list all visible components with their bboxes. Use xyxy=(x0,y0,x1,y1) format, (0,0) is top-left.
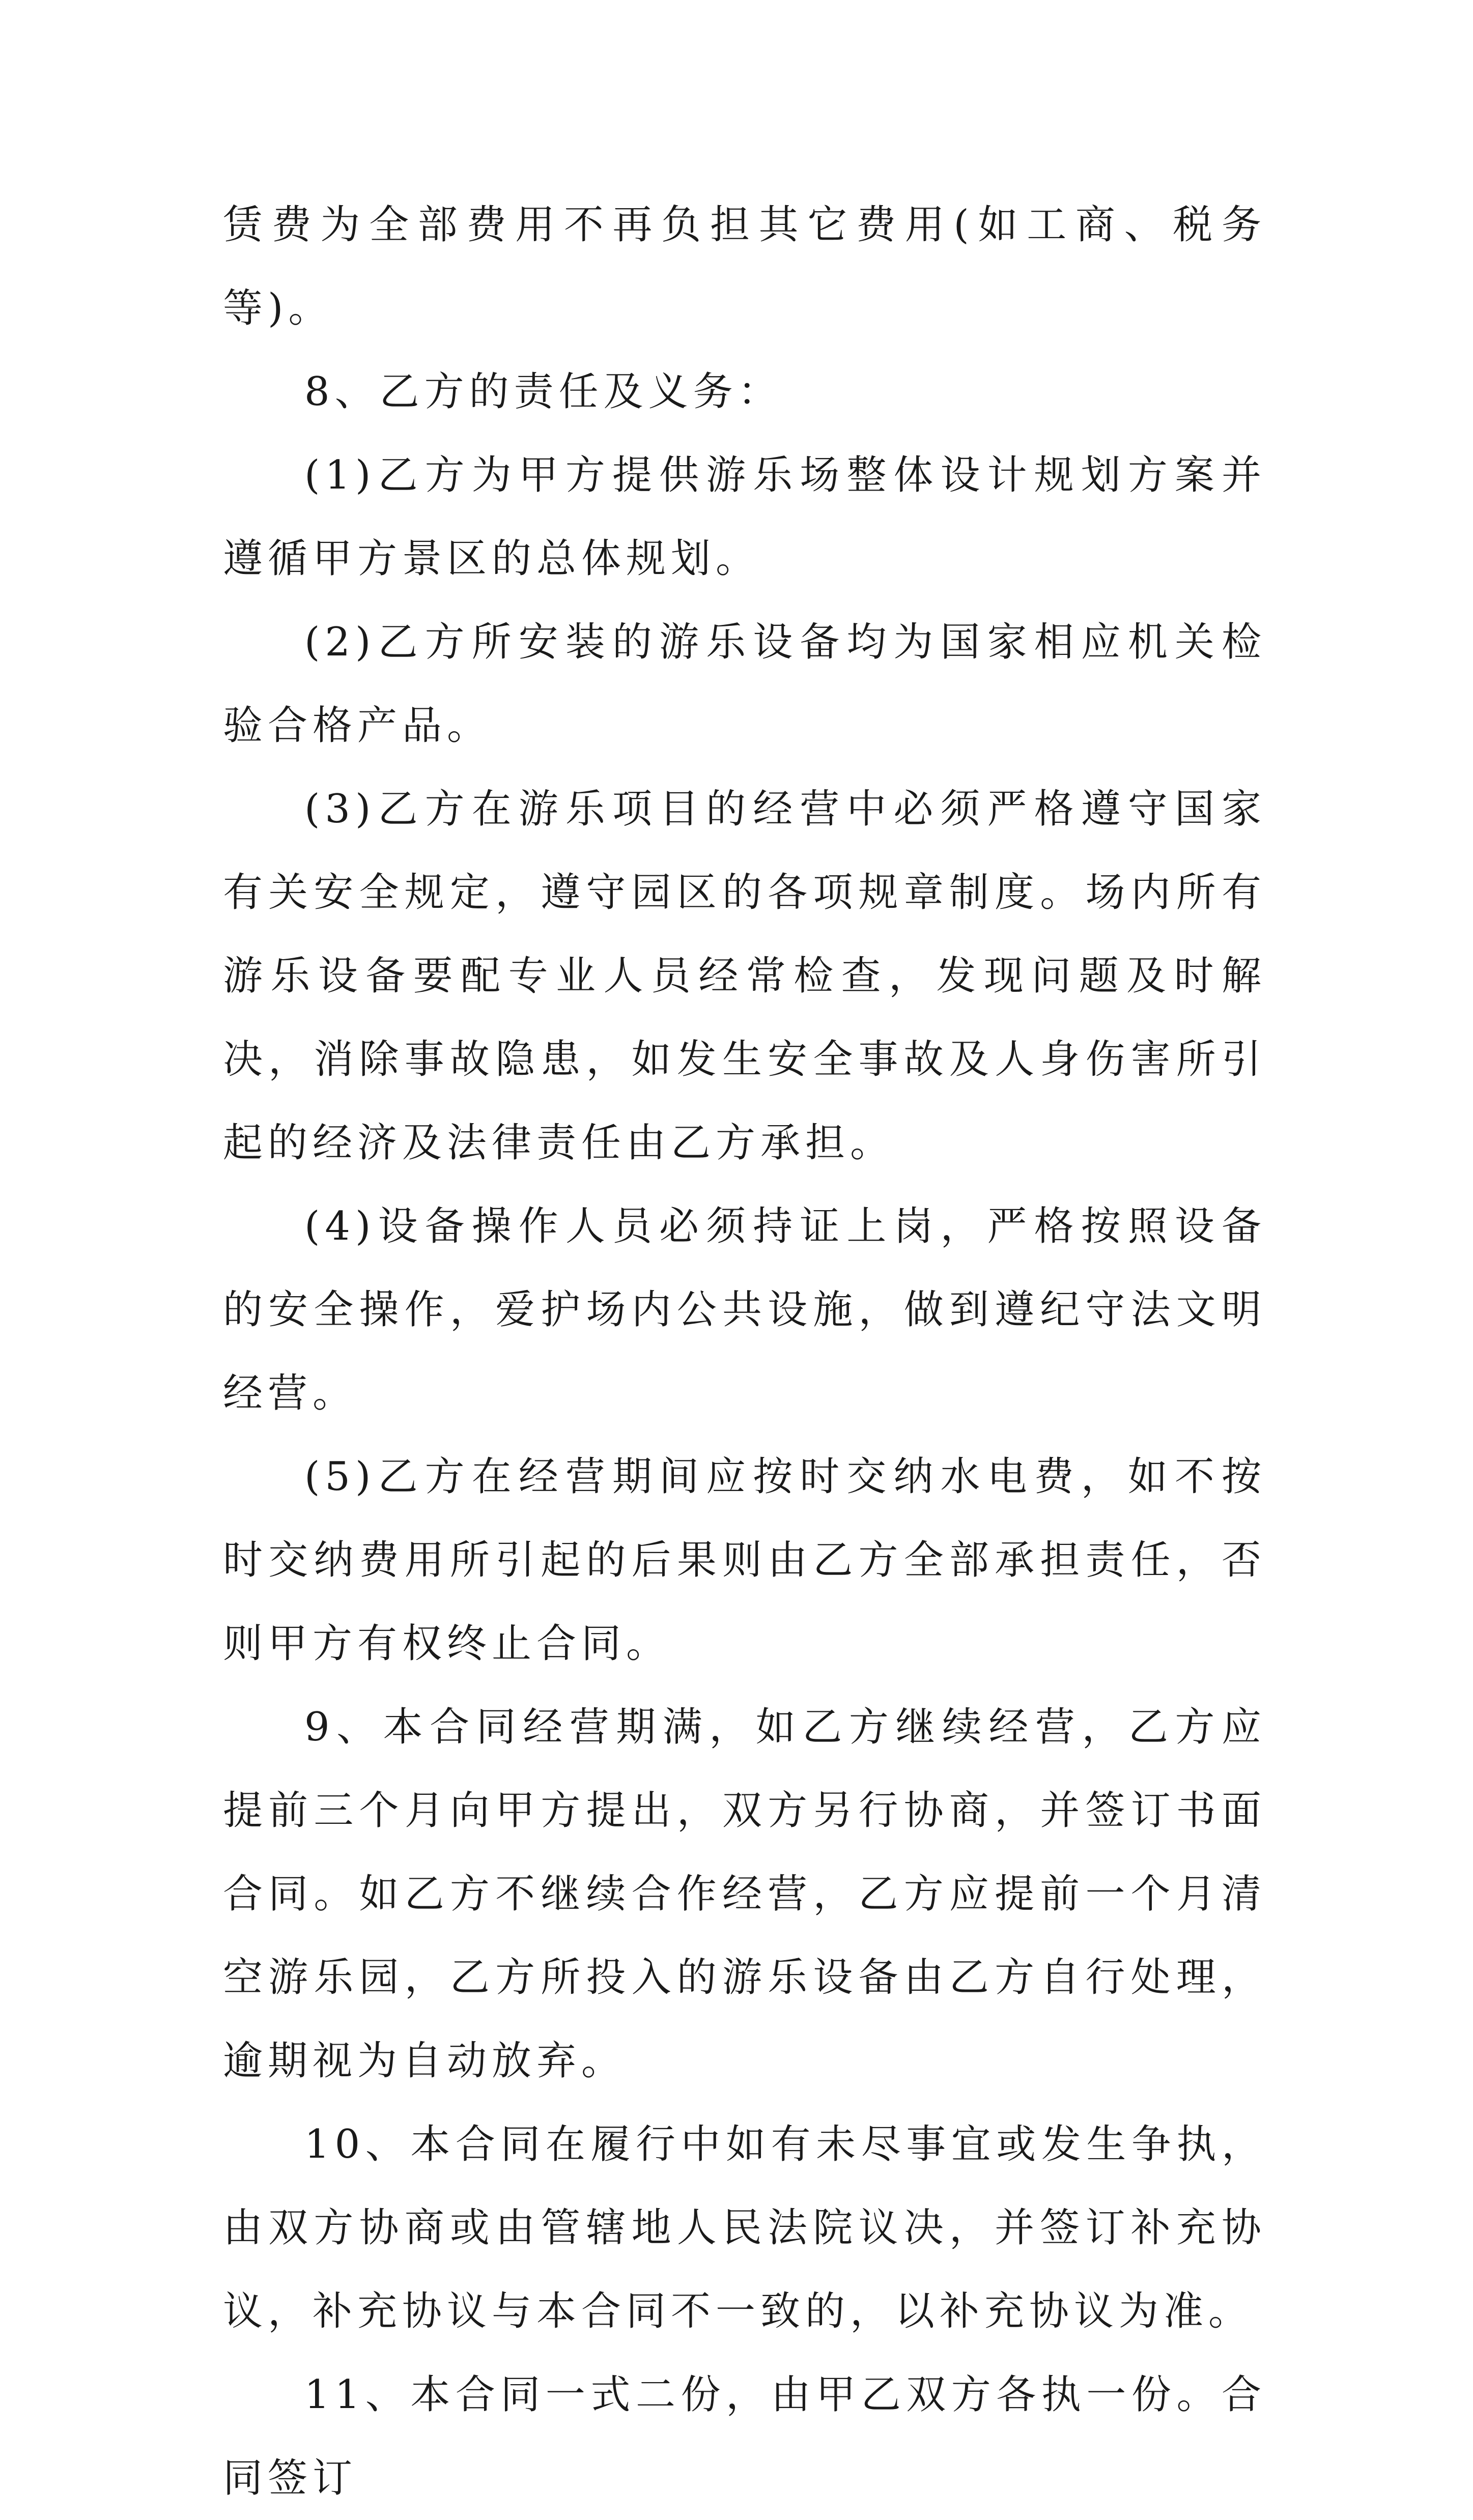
paragraph-clause-8-item-3: (3)乙方在游乐项目的经营中必须严格遵守国家有关安全规定，遵守园区的各项规章制度。场内所有游乐设备要配专业人员经常检查，发现问题及时解决，消除事故隐患，如发生安全事故及人身伤害所引起的经济及法律责任由乙方承担。 xyxy=(223,786,1266,1166)
paragraph-clause-8-item-4: (4)设备操作人员必须持证上岗，严格按照设备的安全操作，爱护场内公共设施，做到遵纪守法文明经营。 xyxy=(223,1204,1266,1416)
paragraph-clause-8-item-2: (2)乙方所安装的游乐设备均为国家相应机关检验合格产品。 xyxy=(223,619,1266,749)
paragraph-clause-9: 9、本合同经营期满，如乙方继续经营，乙方应提前三个月向甲方提出，双方另行协商，并签订书面合同。如乙方不继续合作经营，乙方应提前一个月清空游乐园，乙方所投入的游乐设备由乙方自行处理，逾期视为自动放弃。 xyxy=(223,1704,1266,2084)
paragraph-clause-11: 11、本合同一式二份，由甲乙双方各执一份。合同签订 xyxy=(223,2372,1266,2501)
document-body xyxy=(223,183,1266,2520)
paragraph-clause-8-heading: 8、乙方的责任及义务： xyxy=(304,369,783,415)
paragraph-clause-8-item-1: (1)乙方为甲方提供游乐场整体设计规划方案并遵循甲方景区的总体规划。 xyxy=(223,452,1266,582)
paragraph-rent-fee-continuation: 赁费为全部费用不再负担其它费用(如工商、税务等)。 xyxy=(223,202,1266,331)
paragraph-clause-10: 10、本合同在履行中如有未尽事宜或发生争执，由双方协商或由管辖地人民法院议决，并签订补充协议，补充协议与本合同不一致的，以补充协议为准。 xyxy=(223,2122,1266,2334)
paragraph-clause-8-item-5: (5)乙方在经营期间应按时交纳水电费，如不按时交纳费用所引起的后果则由乙方全部承担责任，否则甲方有权终止合同。 xyxy=(223,1454,1266,1667)
